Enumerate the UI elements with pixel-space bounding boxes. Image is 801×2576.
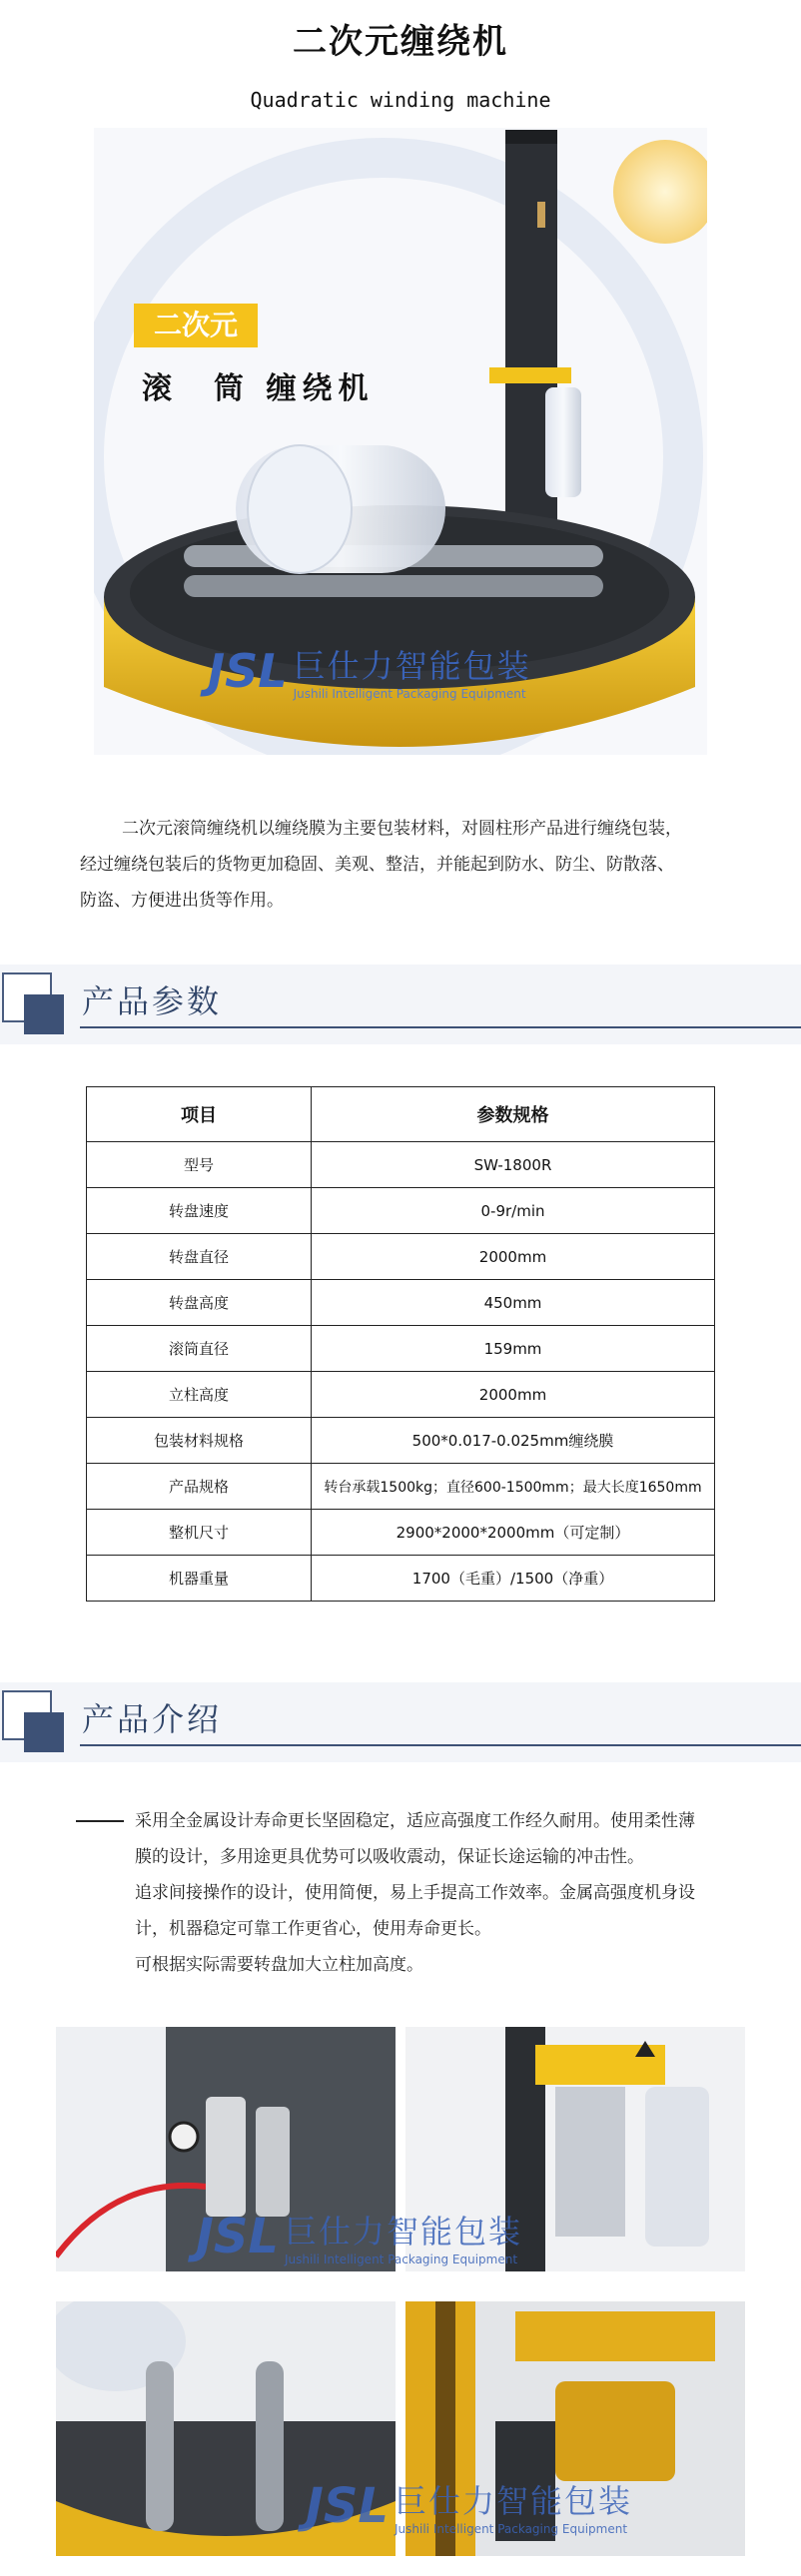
feature-line: 可根据实际需要转盘加大立柱加高度。 [135, 1955, 423, 1975]
table-cell-value: 2900*2000*2000mm（可定制） [312, 1510, 715, 1556]
brand-name-en: Jushili Intelligent Packaging Equipment [395, 2522, 628, 2536]
table-cell-label: 包装材料规格 [87, 1418, 312, 1464]
table-cell-label: 转盘速度 [87, 1188, 312, 1234]
table-row [87, 1234, 715, 1280]
brand-logo-icon: JSL [196, 2209, 280, 2264]
brand-watermark [208, 641, 531, 701]
feature-line: 膜的设计，多用途更具优势可以吸收震动，保证长途运输的冲击性。 [135, 1847, 644, 1867]
table-row [87, 1326, 715, 1372]
hero-subtitle: 滚 筒 缠绕机 [142, 371, 375, 406]
photo-brand-watermark [306, 2476, 632, 2536]
brand-logo-icon: JSL [208, 644, 288, 698]
photo-brand-watermark [196, 2207, 522, 2266]
section-deco-fill [24, 994, 64, 1034]
table-cell-label: 转盘直径 [87, 1234, 312, 1280]
table-cell-label: 型号 [87, 1142, 312, 1188]
brand-name-en: Jushili Intelligent Packaging Equipment [285, 2253, 518, 2266]
section-title-intro: 产品介绍 [82, 1700, 223, 1738]
hero-tag: 二次元 [134, 304, 258, 347]
brand-name-cn: 巨仕力智能包装 [285, 2213, 523, 2251]
page-subtitle: Quadratic winding machine [250, 88, 551, 112]
detail-photo-grid [56, 2027, 745, 2556]
table-header-row [87, 1087, 715, 1142]
params-table [86, 1086, 715, 1602]
feature-line: 追求间接操作的设计，使用简便，易上手提高工作效率。金属高强度机身设 [135, 1883, 695, 1903]
table-cell-label: 滚筒直径 [87, 1326, 312, 1372]
table-cell-value: 1700（毛重）/1500（净重） [312, 1556, 715, 1602]
table-cell-value: 转台承载1500kg；直径600-1500mm；最大长度1650mm [312, 1464, 715, 1510]
description-line: 防盗、方便进出货等作用。 [80, 891, 284, 911]
feature-line: 计，机器稳定可靠工作更省心，使用寿命更长。 [135, 1919, 491, 1939]
table-cell-value: 2000mm [312, 1372, 715, 1418]
feature-dash [76, 1820, 124, 1822]
table-cell-value: 0-9r/min [312, 1188, 715, 1234]
table-cell-label: 立柱高度 [87, 1372, 312, 1418]
table-row [87, 1142, 715, 1188]
table-header-cell: 参数规格 [312, 1087, 715, 1142]
product-description [80, 811, 719, 919]
description-line: 二次元滚筒缠绕机以缠绕膜为主要包装材料，对圆柱形产品进行缠绕包装， [122, 819, 682, 839]
brand-name-cn: 巨仕力智能包装 [395, 2482, 633, 2520]
section-title-params: 产品参数 [82, 982, 223, 1020]
table-cell-value: 450mm [312, 1280, 715, 1326]
feature-list [135, 1803, 734, 1983]
table-header-cell: 项目 [87, 1087, 312, 1142]
brand-name-en: Jushili Intelligent Packaging Equipment [293, 687, 526, 701]
feature-line: 采用全金属设计寿命更长坚固稳定，适应高强度工作经久耐用。使用柔性薄 [135, 1811, 695, 1831]
table-cell-value: 159mm [312, 1326, 715, 1372]
section-underline [80, 1026, 801, 1028]
description-line: 经过缠绕包装后的货物更加稳固、美观、整洁，并能起到防水、防尘、防散落、 [80, 855, 674, 875]
table-cell-value: 500*0.017-0.025mm缠绕膜 [312, 1418, 715, 1464]
table-row [87, 1372, 715, 1418]
table-row [87, 1510, 715, 1556]
brand-logo-icon: JSL [306, 2478, 390, 2534]
brand-name-cn: 巨仕力智能包装 [293, 647, 531, 685]
table-cell-label: 转盘高度 [87, 1280, 312, 1326]
section-header-intro [0, 1682, 801, 1762]
table-cell-value: 2000mm [312, 1234, 715, 1280]
table-row [87, 1418, 715, 1464]
table-cell-value: SW-1800R [312, 1142, 715, 1188]
section-deco-fill [24, 1712, 64, 1752]
table-row [87, 1188, 715, 1234]
table-row [87, 1464, 715, 1510]
hero-image [94, 128, 707, 755]
table-cell-label: 机器重量 [87, 1556, 312, 1602]
section-header-params [0, 965, 801, 1044]
page-title: 二次元缠绕机 [293, 22, 508, 62]
section-underline [80, 1744, 801, 1746]
table-row [87, 1556, 715, 1602]
table-cell-label: 整机尺寸 [87, 1510, 312, 1556]
table-row [87, 1280, 715, 1326]
table-cell-label: 产品规格 [87, 1464, 312, 1510]
